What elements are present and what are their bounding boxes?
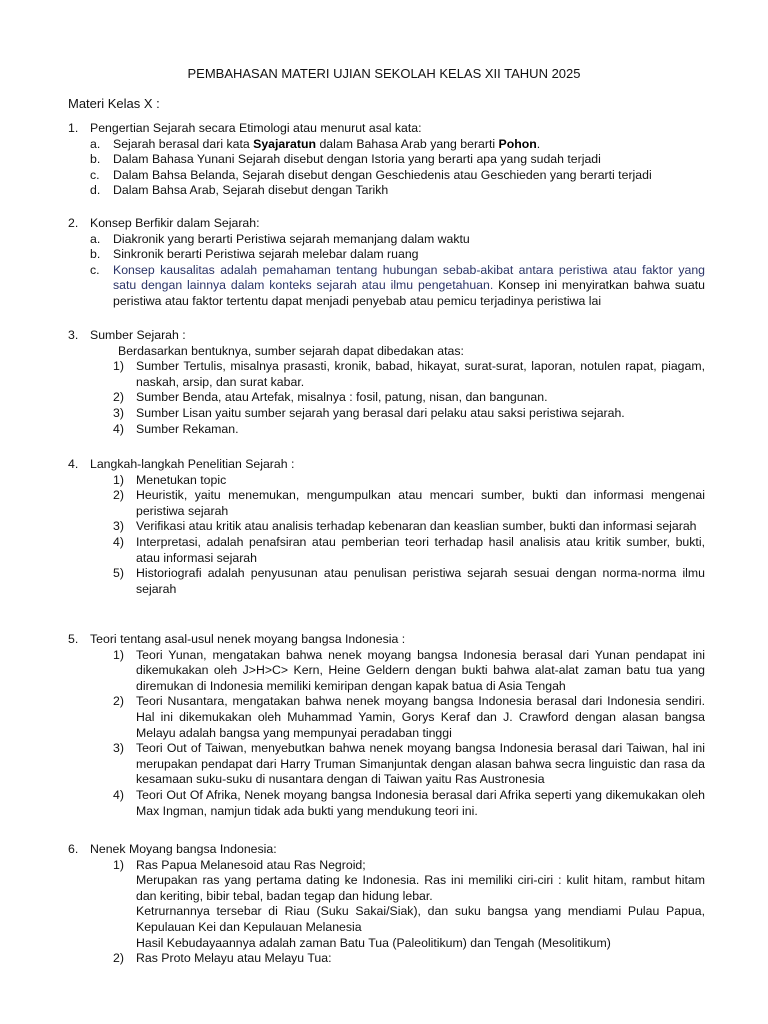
item-text: Teori Yunan, mengatakan bahwa nenek moyang bangsa Indonesia berasal dari Yunan pendapat ini dikemukakan oleh J>H>C> Kern, Heine Geldern dengan bukti bahwa alat-alat zaman batu tua yang diremukan di Indonesia memiliki kemiripan dengan kapak batua di Asia Tengah	[136, 647, 705, 693]
list-item	[0, 648, 705, 695]
section-intro: Berdasarkan bentuknya, sumber sejarah dapat dibedakan atas:	[118, 343, 464, 358]
item-text: Teori Nusantara, mengatakan bahwa nenek moyang bangsa Indonesia berasal dari Indonesia sendiri. Hal ini dikemukakan oleh Muhammad Yamin, Gorys Keraf dan J. Crawford dengan alasan bangsa Melayu adalah bangsa yang mempunyai peradaban tinggi	[136, 694, 705, 740]
list-label: d.	[90, 183, 101, 198]
item-text: dalam Bahasa Arab yang berarti	[316, 136, 499, 151]
list-label: 3)	[113, 519, 124, 534]
list-label: 4)	[113, 421, 124, 436]
item-text: Verifikasi atau kritik atau analisis terhadap kebenaran dan keaslian sumber, bukti dan informasi sejarah	[136, 519, 697, 534]
list-item	[0, 263, 705, 310]
list-item	[0, 473, 705, 489]
item-paragraph: Hasil Kebudayaannya adalah zaman Batu Tua (Paleolitikum) dan Tengah (Mesolitikum)	[136, 935, 611, 950]
section-number: 3.	[68, 328, 79, 342]
item-text: Diakronik yang berarti Peristiwa sejarah memanjang dalam waktu	[113, 231, 470, 246]
list-label: 2)	[113, 951, 124, 966]
item-text: Sumber Tertulis, misalnya prasasti, kronik, babad, hikayat, surat-surat, laporan, notulen rapat, piagam, naskah, arsip, dan surat kabar.	[136, 359, 705, 389]
section-heading: Nenek Moyang bangsa Indonesia:	[90, 842, 277, 856]
list-label: 2)	[113, 694, 124, 709]
list-item	[0, 359, 705, 390]
section-number: 5.	[68, 632, 79, 646]
list-item	[0, 406, 705, 422]
item-text: Dalam Bahsa Belanda, Sejarah disebut dengan Geschiedenis atau Geschieden yang berarti terjadi	[113, 167, 652, 182]
item-text: Sejarah berasal dari kata	[113, 136, 254, 151]
item-text: Ras Papua Melanesoid atau Ras Negroid;	[136, 857, 366, 872]
item-text: Menetukan topic	[136, 472, 227, 487]
list-item	[0, 247, 705, 263]
list-item	[0, 951, 705, 967]
section-nenek-moyang	[0, 842, 768, 967]
item-paragraph: Ketrurnannya tersebar di Riau (Suku Sakai/Siak), dan suku bangsa yang mendiami Pulau Papua, Kepulauan Kei dan Kepulauan Melanesia	[136, 904, 705, 934]
section-heading: Langkah-langkah Penelitian Sejarah :	[90, 457, 295, 471]
list-item	[0, 741, 705, 788]
list-item	[0, 488, 705, 519]
list-label: 1)	[113, 472, 124, 487]
item-text: Teori Out Of Afrika, Nenek moyang bangsa Indonesia berasal dari Afrika seperti yang dikemukakan oleh Max Ingman, namjun tidak ada bukti yang mendukung teori ini.	[136, 787, 705, 818]
section-heading: Sumber Sejarah :	[90, 328, 186, 342]
section-langkah-penelitian	[0, 457, 768, 597]
term-syajaratun: Syajaratun	[253, 136, 317, 151]
list-label: 4)	[113, 787, 124, 802]
section-teori-asal-usul	[0, 632, 768, 819]
list-label: 1)	[113, 359, 124, 374]
list-item	[0, 232, 705, 248]
section-number: 1.	[68, 121, 79, 135]
list-item	[0, 152, 705, 168]
list-item	[0, 137, 705, 153]
list-label: 1)	[113, 647, 124, 662]
section-number: 2.	[68, 216, 79, 230]
list-label: c.	[90, 262, 100, 277]
document-subtitle: Materi Kelas X :	[68, 96, 160, 111]
list-item	[0, 566, 705, 597]
list-label: 2)	[113, 390, 124, 405]
list-item	[0, 535, 705, 566]
item-text: Interpretasi, adalah penafsiran atau pemberian teori terhadap hasil analisis atau kritik sumber, bukti, atau informasi sejarah	[136, 534, 705, 565]
list-item	[0, 183, 705, 199]
list-label: b.	[90, 247, 101, 262]
item-text: Konsep ini menyiratkan bahwa suatu peristiwa atau faktor tertentu dapat menjadi penyebab atau pemicu terjadinya peristiwa lai	[113, 278, 705, 308]
document-title: PEMBAHASAN MATERI UJIAN SEKOLAH KELAS XII TAHUN 2025	[187, 66, 581, 81]
item-paragraph: Merupakan ras yang pertama dating ke Indonesia. Ras ini memiliki ciri-ciri : kulit hitam, rambut hitam dan keriting, bibir tebal, badan tegap dan hidung lebar.	[136, 873, 705, 903]
item-text: Sumber Lisan yaitu sumber sejarah yang berasal dari pelaku atau saksi peristiwa sejarah.	[136, 405, 625, 420]
section-sumber-sejarah	[0, 328, 768, 437]
item-text: Sinkronik berarti Peristiwa sejarah melebar dalam ruang	[113, 247, 419, 262]
item-text: Sumber Rekaman.	[136, 421, 239, 436]
item-text: Ras Proto Melayu atau Melayu Tua:	[136, 951, 332, 966]
section-number: 4.	[68, 457, 79, 471]
section-konsep-berfikir	[0, 216, 768, 310]
section-heading: Pengertian Sejarah secara Etimologi atau menurut asal kata:	[90, 121, 422, 135]
list-label: 1)	[113, 857, 124, 872]
list-item	[0, 390, 705, 406]
list-label: a.	[90, 231, 101, 246]
list-item	[0, 168, 705, 184]
section-etimologi	[0, 121, 768, 199]
list-label: 4)	[113, 534, 124, 549]
section-heading: Teori tentang asal-usul nenek moyang bangsa Indonesia :	[90, 632, 406, 646]
list-label: 3)	[113, 405, 124, 420]
section-heading: Konsep Berfikir dalam Sejarah:	[90, 216, 260, 230]
list-label: b.	[90, 152, 101, 167]
item-text: Historiografi adalah penyusunan atau penulisan peristiwa sejarah sesuai dengan norma-norma ilmu sejarah	[136, 566, 705, 596]
list-item	[0, 694, 705, 741]
item-text: Sumber Benda, atau Artefak, misalnya : fosil, patung, nisan, dan bangunan.	[136, 390, 548, 405]
section-number: 6.	[68, 842, 79, 856]
item-text-highlight: Konsep kausalitas adalah pemahaman tentang hubungan sebab-akibat antara peristiwa atau faktor yang satu dengan lainnya dalam konteks sejarah atau ilmu pengetahuan.	[113, 262, 705, 293]
list-item	[0, 519, 705, 535]
list-label: c.	[90, 167, 100, 182]
item-text: .	[536, 136, 541, 151]
list-label: 3)	[113, 741, 124, 756]
list-item	[0, 788, 705, 819]
item-text: Teori Out of Taiwan, menyebutkan bahwa nenek moyang bangsa Indonesia berasal dari Taiwan, hal ini merupakan pendapat dari Harry Truman Simanjuntak dengan alasan bahwa secra linguistic dan rasa da kesamaan suku-suku di nusantara dengan di Taiwan yaitu Ras Austronesia	[136, 741, 705, 787]
item-text: Dalam Bahasa Yunani Sejarah disebut dengan Istoria yang berarti apa yang sudah terjadi	[113, 152, 601, 167]
list-item	[0, 422, 705, 438]
item-text: Heuristik, yaitu menemukan, mengumpulkan atau mencari sumber, bukti dan informasi mengenai peristiwa sejarah	[136, 488, 705, 518]
list-item	[0, 858, 705, 874]
item-text: Dalam Bahsa Arab, Sejarah disebut dengan Tarikh	[113, 183, 389, 198]
list-label: 5)	[113, 566, 124, 581]
list-label: 2)	[113, 488, 124, 503]
list-label: a.	[90, 136, 101, 151]
term-pohon: Pohon	[498, 136, 537, 151]
